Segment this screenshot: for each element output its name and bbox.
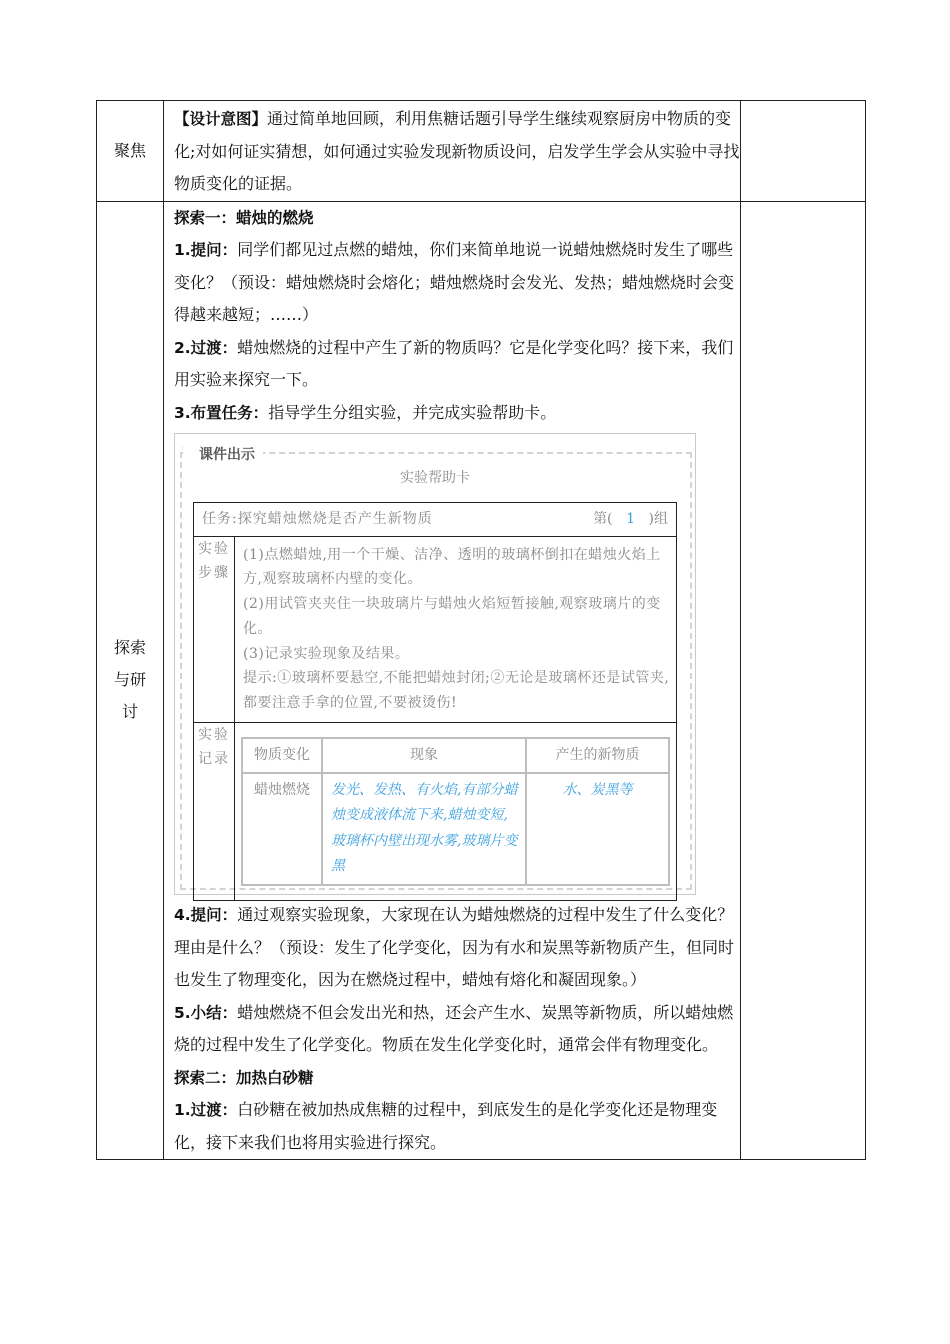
explore-row xyxy=(97,201,866,1160)
step-3: (3)记录实验现象及结果。 xyxy=(243,645,410,662)
explore-notes-cell xyxy=(741,201,866,1160)
record-header-phenomenon: 现象 xyxy=(322,738,526,773)
s1-summary-text: 蜡烛燃烧不但会发出光和热，还会产生水、炭黑等新物质，所以蜡烛燃烧的过程中发生了化学变化。物质在发生化学变化时，通常会伴有物理变化。 xyxy=(174,1002,734,1054)
steps-row xyxy=(194,536,677,723)
lesson-plan-table xyxy=(96,100,866,1160)
record-table xyxy=(241,737,670,886)
design-intent-text: 通过简单地回顾，利用焦糖话题引导学生继续观察厨房中物质的变化;对如何证实猜想，如何通过实验发现新物质设问，启发学生学会从实验中寻找物质变化的证据。 xyxy=(174,109,740,193)
helper-card-title: 实验帮助卡 xyxy=(400,470,470,486)
task-text: 任务:探究蜡烛燃烧是否产生新物质 xyxy=(202,511,433,527)
s1-question2-text: 通过观察实验现象，大家现在认为蜡烛燃烧的过程中发生了什么变化？理由是什么？（预设：发生了化学变化，因为有水和炭黑等新物质产生，但同时也发生了物理变化，因为在燃烧过程中，蜡烛有熔化和凝固现象。） xyxy=(174,905,735,989)
explore-content xyxy=(164,201,741,1160)
helper-card-table xyxy=(193,502,677,901)
s1-question2-label: 4.提问： xyxy=(174,906,238,924)
record-change: 蜡烛燃烧 xyxy=(242,773,322,885)
s1-transition-text: 蜡烛燃烧的过程中产生了新的物质吗？它是化学变化吗？接下来，我们用实验来探究一下。 xyxy=(174,337,734,389)
courseware-card xyxy=(174,433,696,895)
explore-label xyxy=(97,201,164,1160)
record-header-change: 物质变化 xyxy=(242,738,322,773)
group-number xyxy=(593,503,676,536)
steps-content xyxy=(235,536,677,723)
record-content xyxy=(235,723,677,901)
s1-question xyxy=(174,234,740,332)
step-2: (2)用试管夹夹住一块玻璃片与蜡烛火焰短暂接触,观察玻璃片的变化。 xyxy=(243,596,661,637)
record-label-line-1: 实验 xyxy=(198,727,230,744)
s1-task xyxy=(174,397,740,430)
explore-label-line-1: 探索 xyxy=(113,638,146,658)
group-prefix: 第( xyxy=(593,511,613,527)
s1-summary-label: 5.小结： xyxy=(174,1003,238,1022)
record-data-row xyxy=(242,773,669,885)
s2-transition xyxy=(174,1094,740,1159)
s1-question2 xyxy=(174,899,740,997)
record-label-line-2: 记录 xyxy=(198,751,230,768)
s2-transition-label: 1.过渡： xyxy=(174,1101,238,1119)
section1-title: 探索一：蜡烛的燃烧 xyxy=(174,208,314,227)
focus-notes-cell xyxy=(741,101,866,202)
s2-transition-text: 白砂糖在被加热成焦糖的过程中，到底发生的是化学变化还是物理变化，接下来我们也将用实验进行探究。 xyxy=(174,1100,718,1152)
explore-label-line-3: 讨 xyxy=(121,702,138,722)
s1-transition-label: 2.过渡： xyxy=(174,338,238,357)
focus-content xyxy=(164,101,741,202)
step-tip: 提示:①玻璃杯要悬空,不能把蜡烛封闭;②无论是玻璃杯还是试管夹,都要注意手拿的位置,不要被烫伤! xyxy=(243,670,670,712)
steps-label-line-1: 实验 xyxy=(198,540,230,557)
focus-row xyxy=(97,101,866,202)
s1-task-text: 指导学生分组实验，并完成实验帮助卡。 xyxy=(268,402,557,422)
s1-question-label: 1.提问： xyxy=(174,241,238,259)
record-header-new-substance: 产生的新物质 xyxy=(526,738,669,773)
s1-summary xyxy=(174,997,740,1062)
s1-task-label: 3.布置任务： xyxy=(174,403,269,422)
steps-label-line-2: 步骤 xyxy=(198,564,230,581)
group-value: 1 xyxy=(626,511,635,527)
record-new-substance: 水、炭黑等 xyxy=(526,773,669,885)
focus-label: 聚焦 xyxy=(97,101,164,202)
record-phenomenon: 发光、发热、有火焰,有部分蜡烛变成液体流下来,蜡烛变短,玻璃杯内壁出现水雾,玻璃片变黑 xyxy=(322,773,526,885)
step-1: (1)点燃蜡烛,用一个干燥、洁净、透明的玻璃杯倒扣在蜡烛火焰上方,观察玻璃杯内壁的变化。 xyxy=(243,546,661,588)
group-suffix: )组 xyxy=(648,511,668,527)
record-header-row xyxy=(242,738,669,773)
s1-transition xyxy=(174,332,740,397)
design-intent xyxy=(174,103,740,201)
explore-label-line-2: 与研 xyxy=(113,670,146,690)
courseware-tag: 课件出示 xyxy=(183,442,263,468)
design-intent-label: 【设计意图】 xyxy=(174,110,268,128)
record-row xyxy=(194,723,677,901)
section2-title: 探索二：加热白砂糖 xyxy=(174,1068,314,1087)
record-label xyxy=(194,723,235,901)
steps-label xyxy=(194,536,235,723)
task-row xyxy=(194,503,677,537)
task-cell xyxy=(194,503,677,537)
s1-question-text: 同学们都见过点燃的蜡烛，你们来简单地说一说蜡烛燃烧时发生了哪些变化？（预设：蜡烛燃烧时会熔化；蜡烛燃烧时会发光、发热；蜡烛燃烧时会变得越来越短；……） xyxy=(174,240,735,324)
